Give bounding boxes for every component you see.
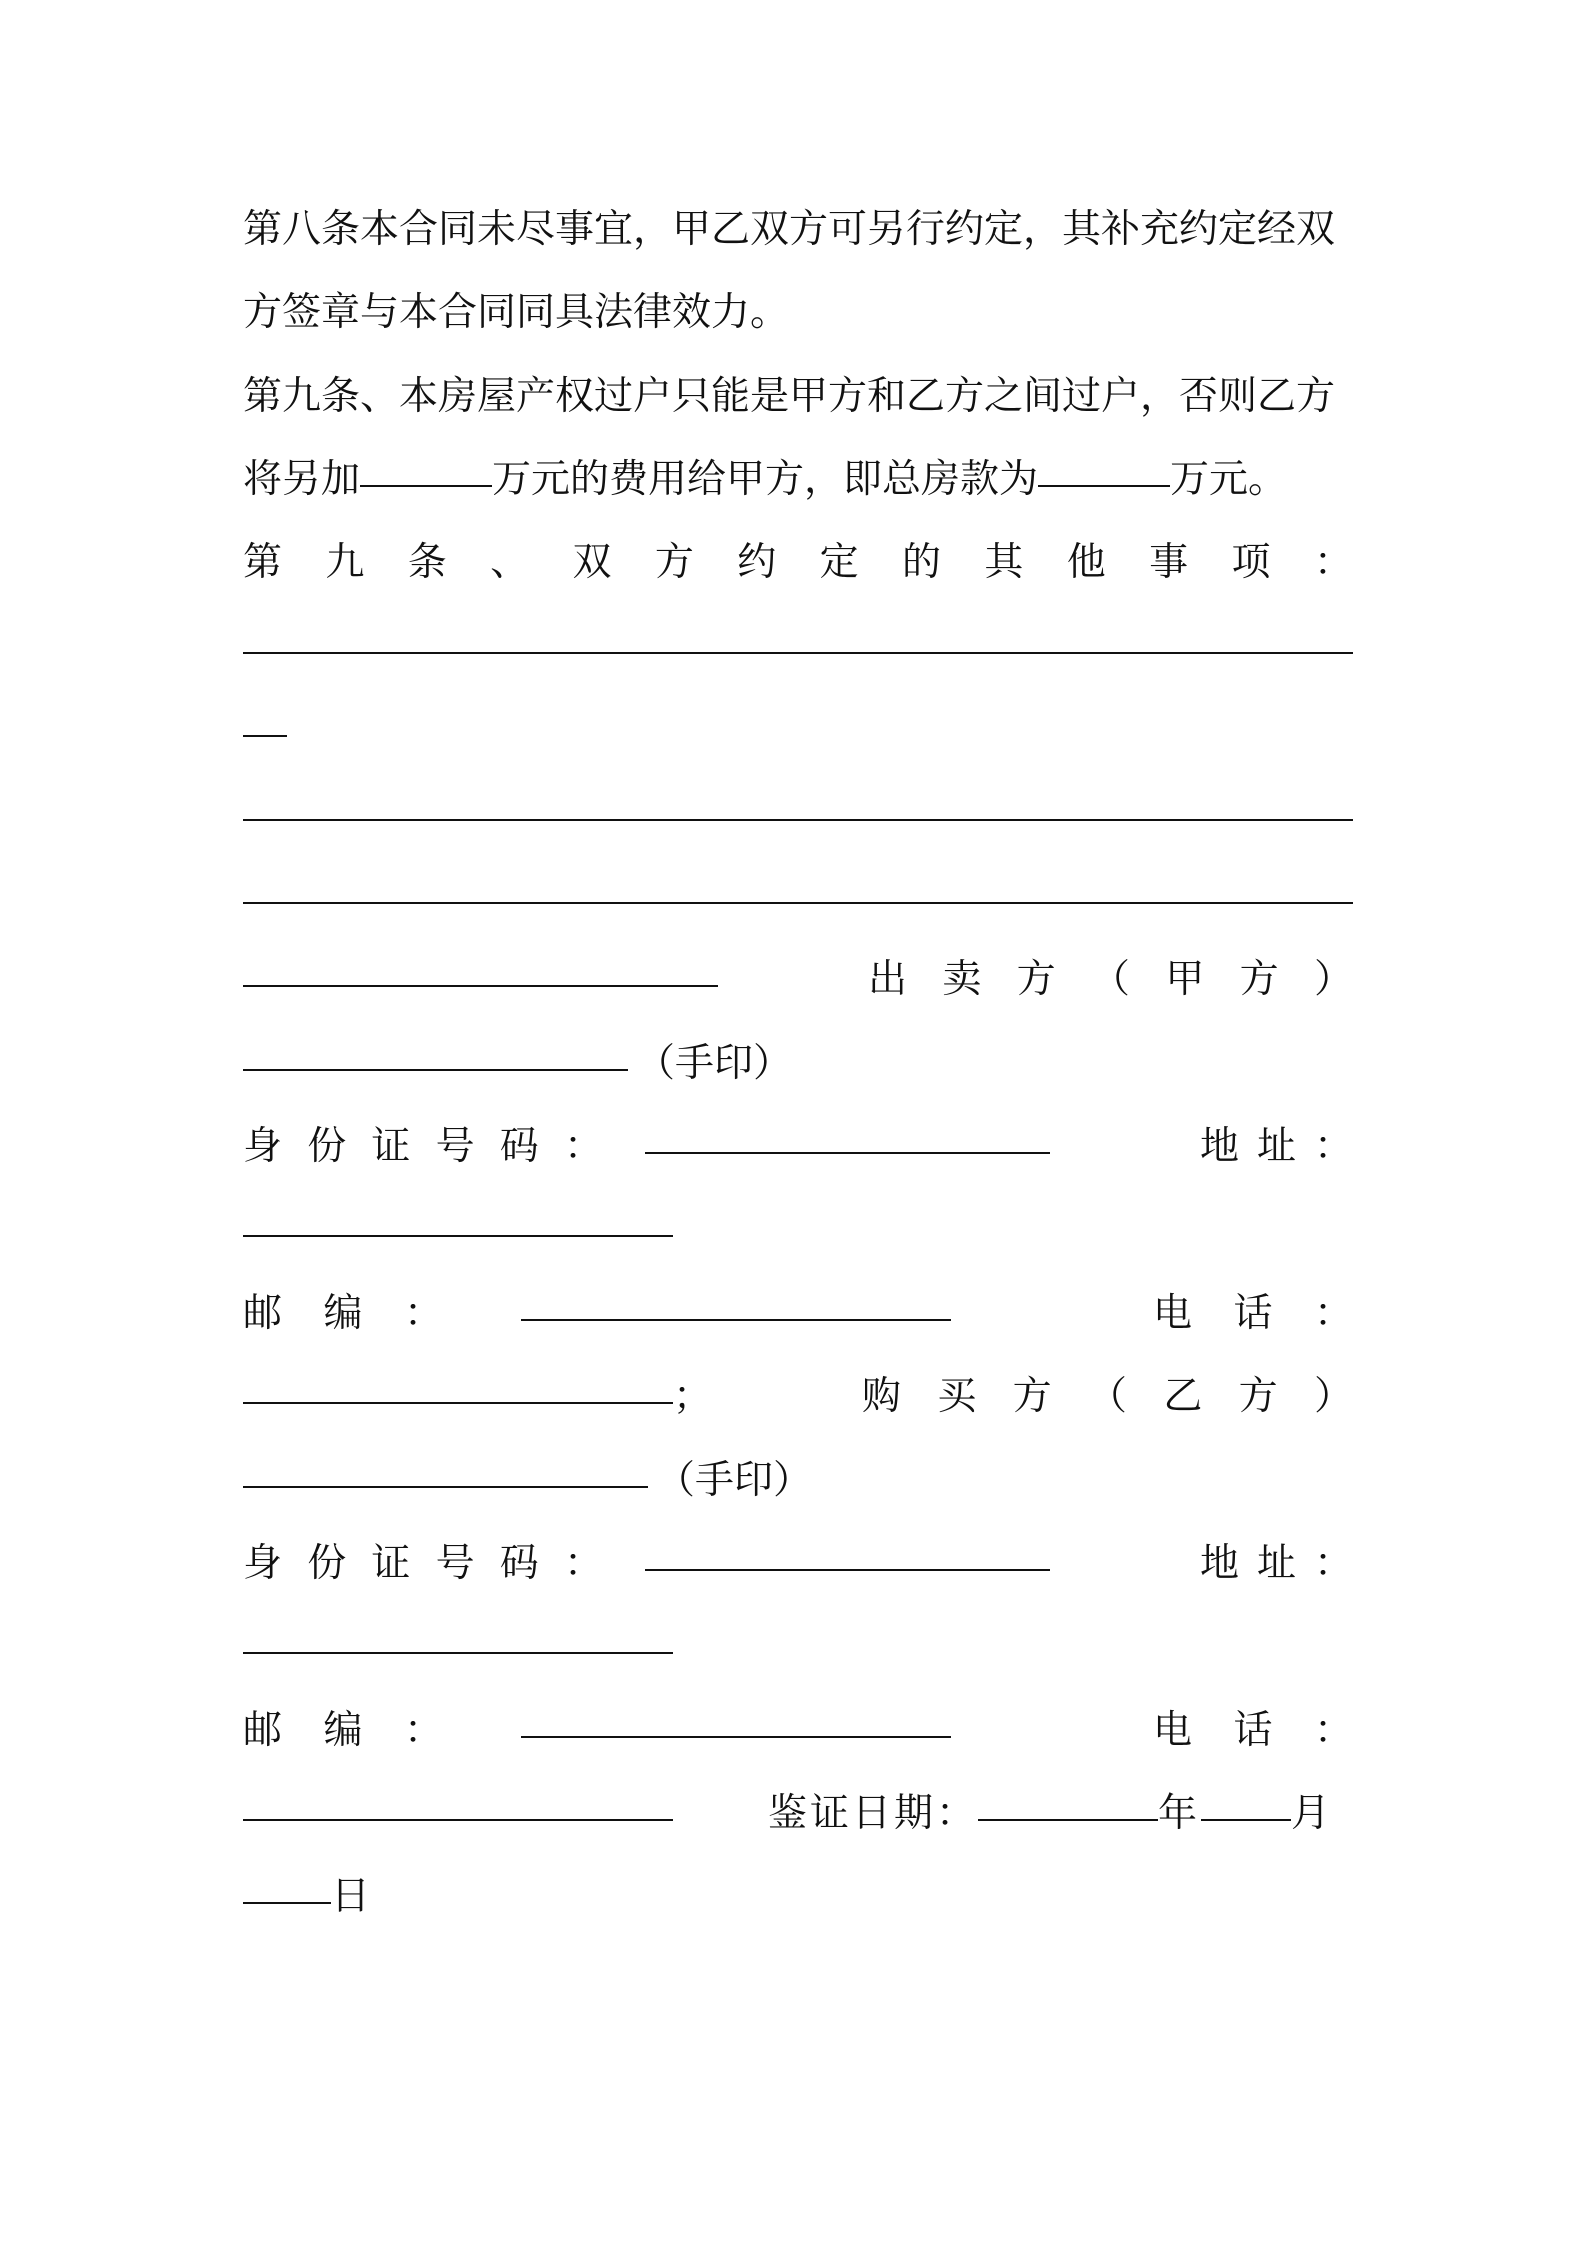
total-price-blank[interactable] (1038, 485, 1170, 487)
seller-signature-blank[interactable] (243, 1069, 628, 1071)
label-char: ： (1313, 1124, 1353, 1169)
seller-title-char: （ (1090, 957, 1130, 1002)
seller-signature-line (243, 1034, 1353, 1094)
other-matters-blank[interactable] (243, 735, 287, 737)
buyer-postcode-blank[interactable] (521, 1736, 951, 1738)
seller-title-char: 方 (1016, 957, 1056, 1002)
article9b-char: 双 (572, 540, 612, 585)
buyer-address-line (243, 1617, 1353, 1677)
seller-postcode-blank[interactable] (521, 1319, 951, 1321)
seller-handprint: （手印） (636, 1041, 793, 1086)
seller-title-char: 方 (1239, 957, 1279, 1002)
label-char: 证 (371, 1541, 411, 1586)
buyer-postcode-label (243, 1701, 443, 1761)
seller-title-char: 卖 (942, 957, 982, 1002)
other-matters-blank[interactable] (243, 819, 1353, 821)
buyer-address-blank[interactable] (243, 1652, 673, 1654)
article9b-char: 方 (654, 540, 694, 585)
seller-postcode-label (243, 1284, 443, 1344)
label-char: 电 (1153, 1291, 1193, 1336)
other-matters-line1[interactable] (243, 617, 1353, 677)
buyer-title-char: 方 (1012, 1374, 1052, 1419)
label-char: 份 (307, 1541, 347, 1586)
extra-fee-blank[interactable] (360, 485, 492, 487)
notarization-day: 日 (331, 1874, 371, 1919)
buyer-signature-line (243, 1451, 1353, 1511)
seller-address-blank[interactable] (243, 1235, 673, 1237)
buyer-postcode-line (243, 1701, 1353, 1761)
article9a-prefix: 将另加 (243, 457, 361, 502)
article9a-mid: 万元的费用给甲方，即总房款为 (492, 457, 1039, 502)
label-char: 址 (1256, 1541, 1296, 1586)
label-char: ： (563, 1541, 603, 1586)
article9b-char: 定 (819, 540, 859, 585)
seller-title-line (243, 950, 1353, 1010)
label-char: 邮 (243, 1291, 283, 1336)
article9b-char: 第 (243, 540, 283, 585)
buyer-phone-label (1153, 1701, 1353, 1761)
notarization-month-blank[interactable] (1201, 1819, 1291, 1821)
article9b-char: 的 (902, 540, 942, 585)
seller-title-char: ） (1313, 957, 1353, 1002)
article9b-char: 其 (984, 540, 1024, 585)
buyer-title-char: ） (1313, 1374, 1353, 1419)
label-char: 码 (499, 1541, 539, 1586)
buyer-title-char: （ (1088, 1374, 1128, 1419)
label-char: ： (403, 1708, 443, 1753)
article9a-line2 (243, 450, 1353, 510)
label-char: 地 (1200, 1541, 1240, 1586)
buyer-id-label (243, 1534, 603, 1594)
buyer-title-line (243, 1367, 1353, 1427)
seller-postcode-line (243, 1284, 1353, 1344)
label-char: 号 (435, 1541, 475, 1586)
seller-title-char: 甲 (1165, 957, 1205, 1002)
label-char: ： (1313, 1708, 1353, 1753)
label-char: ： (1313, 1541, 1353, 1586)
label-char: 身 (243, 1124, 283, 1169)
buyer-title (862, 1367, 1353, 1427)
notarization-year-blank[interactable] (978, 1819, 1158, 1821)
article9b-char: 事 (1149, 540, 1189, 585)
label-char: ： (563, 1124, 603, 1169)
label-char: 编 (323, 1708, 363, 1753)
buyer-handprint: （手印） (656, 1458, 813, 1503)
notarization-label: 鉴证日期： (768, 1791, 979, 1836)
buyer-phone-blank[interactable] (243, 1819, 673, 1821)
other-matters-line3[interactable] (243, 784, 1353, 844)
article9b-heading (243, 533, 1353, 593)
other-matters-blank[interactable] (243, 652, 1353, 654)
article9b-char: 、 (490, 540, 530, 585)
label-char: 编 (323, 1291, 363, 1336)
label-char: 份 (307, 1124, 347, 1169)
notarization-line (243, 1784, 1353, 1844)
label-char: 址 (1256, 1124, 1296, 1169)
buyer-id-line (243, 1534, 1353, 1594)
article9a-suffix: 万元。 (1170, 457, 1288, 502)
seller-id-line (243, 1117, 1353, 1177)
article8-line1: 第八条本合同未尽事宜，甲乙双方可另行约定，其补充约定经双 (243, 207, 1336, 252)
label-char: 电 (1153, 1708, 1193, 1753)
article9b-char: 条 (407, 540, 447, 585)
other-matters-blank[interactable] (243, 985, 718, 987)
other-matters-blank[interactable] (243, 902, 1353, 904)
seller-title (868, 950, 1353, 1010)
buyer-address-label (1200, 1534, 1353, 1594)
label-char: 话 (1233, 1708, 1273, 1753)
other-matters-line2[interactable] (243, 700, 1353, 760)
article9b-char: 九 (325, 540, 365, 585)
buyer-signature-blank[interactable] (243, 1486, 648, 1488)
buyer-id-blank[interactable] (645, 1569, 1050, 1571)
label-char: 证 (371, 1124, 411, 1169)
notarization-day-line (243, 1867, 1353, 1927)
label-char: 身 (243, 1541, 283, 1586)
semicolon: ； (673, 1374, 713, 1419)
article9b-char: 项 (1231, 540, 1271, 585)
notarization-year: 年 (1158, 1791, 1198, 1836)
seller-id-label (243, 1117, 603, 1177)
article8-line2: 方签章与本合同同具法律效力。 (243, 290, 790, 335)
label-char: 邮 (243, 1708, 283, 1753)
buyer-title-char: 方 (1238, 1374, 1278, 1419)
label-char: ： (403, 1291, 443, 1336)
article9b-char: ： (1313, 540, 1353, 585)
buyer-title-char: 乙 (1163, 1374, 1203, 1419)
article9b-char: 他 (1066, 540, 1106, 585)
seller-phone-label (1153, 1284, 1353, 1344)
article9a-line1: 第九条、本房屋产权过户只能是甲方和乙方之间过户，否则乙方 (243, 374, 1336, 419)
seller-address-label (1200, 1117, 1353, 1177)
label-char: 码 (499, 1124, 539, 1169)
buyer-title-char: 买 (937, 1374, 977, 1419)
article9b-char: 约 (737, 540, 777, 585)
notarization-day-blank[interactable] (243, 1902, 331, 1904)
notarization-month: 月 (1291, 1791, 1331, 1836)
seller-address-line (243, 1200, 1353, 1260)
label-char: 号 (435, 1124, 475, 1169)
seller-id-blank[interactable] (645, 1152, 1050, 1154)
label-char: 话 (1233, 1291, 1273, 1336)
seller-title-char: 出 (868, 957, 908, 1002)
label-char: ： (1313, 1291, 1353, 1336)
buyer-title-char: 购 (862, 1374, 902, 1419)
seller-phone-blank[interactable] (243, 1402, 673, 1404)
other-matters-line4[interactable] (243, 867, 1353, 927)
label-char: 地 (1200, 1124, 1240, 1169)
